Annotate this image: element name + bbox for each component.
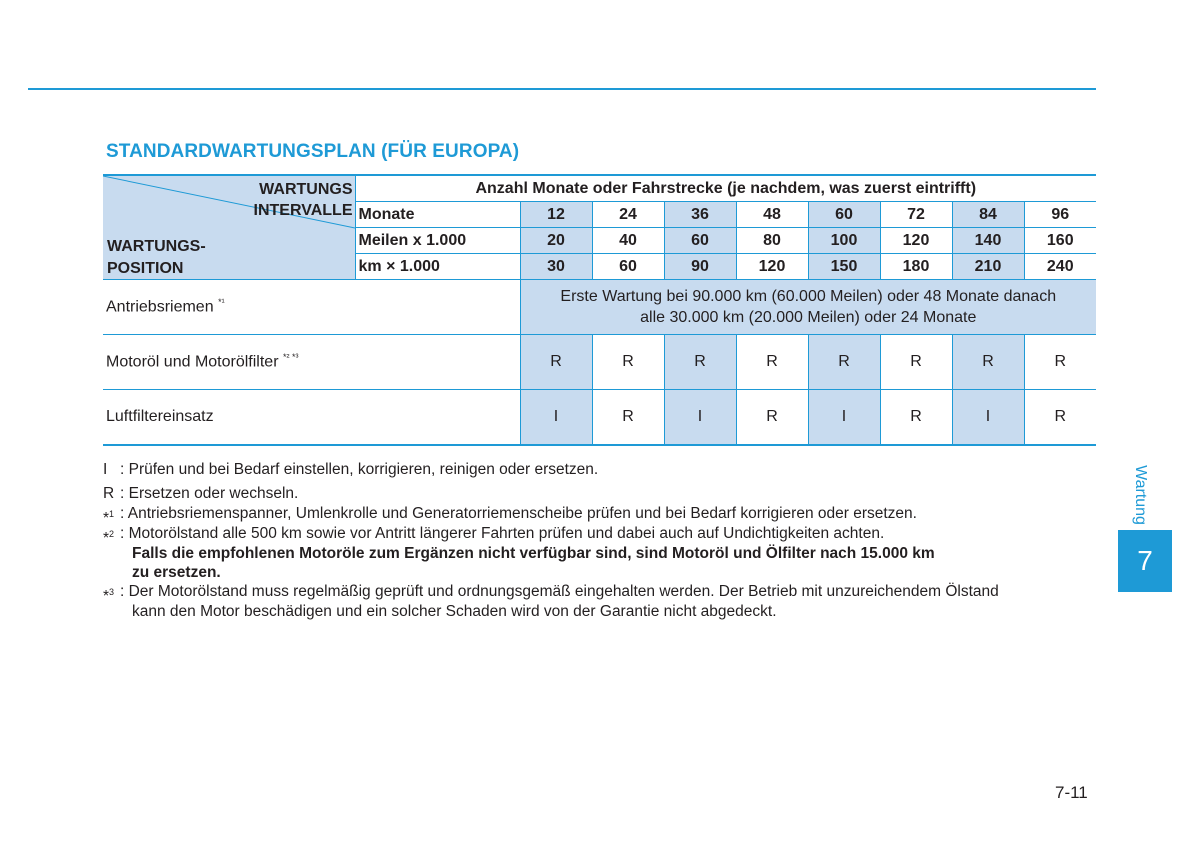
oil-cell: R xyxy=(592,335,664,390)
scale-label-miles: Meilen x 1.000 xyxy=(355,228,520,254)
oil-cell: R xyxy=(880,335,952,390)
km-cell: 240 xyxy=(1024,254,1096,280)
months-cell: 24 xyxy=(592,202,664,228)
miles-cell: 60 xyxy=(664,228,736,254)
oil-cell: R xyxy=(664,335,736,390)
km-cell: 210 xyxy=(952,254,1024,280)
item-drive-belt: Antriebsriemen $^{*^1}$ xyxy=(103,280,520,335)
months-cell: 60 xyxy=(808,202,880,228)
scale-label-months: Monate xyxy=(355,202,520,228)
air-filter-cell: R xyxy=(592,390,664,446)
miles-cell: 160 xyxy=(1024,228,1096,254)
item-air-filter: Luftfiltereinsatz xyxy=(103,390,520,446)
chapter-tab[interactable]: 7 xyxy=(1118,530,1172,592)
months-cell: 12 xyxy=(520,202,592,228)
oil-cell: R xyxy=(736,335,808,390)
km-cell: 120 xyxy=(736,254,808,280)
corner-intervals-label: WARTUNGS INTERVALLE xyxy=(253,181,353,219)
scale-label-km: km × 1.000 xyxy=(355,254,520,280)
months-cell: 96 xyxy=(1024,202,1096,228)
interval-header: Anzahl Monate oder Fahrstrecke (je nachdem, was zuerst eintrifft) xyxy=(355,175,1096,202)
km-cell: 180 xyxy=(880,254,952,280)
months-cell: 36 xyxy=(664,202,736,228)
months-cell: 48 xyxy=(736,202,808,228)
chapter-side-label: Wartung xyxy=(1132,465,1149,525)
miles-cell: 120 xyxy=(880,228,952,254)
air-filter-cell: R xyxy=(880,390,952,446)
note-footnote-3: *$^3$ : Der Motorölstand muss regelmäßig geprüft und ordnungsgemäß eingehalten werden. Der Betrieb mit unzureichendem Ölstand kann den Motor beschädigen und ein solcher Schaden wird von der Garantie nicht abgedeckt. xyxy=(103,583,999,620)
item-engine-oil: Motoröl und Motorölfilter $^{*^2 *^3}$ xyxy=(103,335,520,390)
air-filter-cell: I xyxy=(664,390,736,446)
months-cell: 72 xyxy=(880,202,952,228)
km-cell: 150 xyxy=(808,254,880,280)
top-rule xyxy=(28,88,1096,90)
table-corner-header xyxy=(103,175,355,280)
oil-cell: R xyxy=(952,335,1024,390)
footnotes xyxy=(103,460,1103,622)
oil-cell: R xyxy=(520,335,592,390)
miles-cell: 20 xyxy=(520,228,592,254)
maintenance-table xyxy=(103,174,1096,446)
miles-cell: 80 xyxy=(736,228,808,254)
km-cell: 30 xyxy=(520,254,592,280)
note-footnote-2: *$^2$ : Motorölstand alle 500 km sowie vor Antritt längerer Fahrten prüfen und dabei auch auf Undichtigkeiten achten. Falls die empfohlenen Motoröle zum Ergänzen nicht verfügbar sind, sind Motoröl und Ölfilter nach 15.000 km zu ersetzen. xyxy=(103,525,935,581)
oil-cell: R xyxy=(1024,335,1096,390)
months-cell: 84 xyxy=(952,202,1024,228)
km-cell: 60 xyxy=(592,254,664,280)
air-filter-cell: I xyxy=(520,390,592,446)
miles-cell: 100 xyxy=(808,228,880,254)
miles-cell: 140 xyxy=(952,228,1024,254)
oil-cell: R xyxy=(808,335,880,390)
section-title: STANDARDWARTUNGSPLAN (FÜR EUROPA) xyxy=(106,141,520,162)
miles-cell: 40 xyxy=(592,228,664,254)
air-filter-cell: I xyxy=(952,390,1024,446)
air-filter-cell: R xyxy=(1024,390,1096,446)
page-number: 7-11 xyxy=(1055,783,1088,802)
note-footnote-1: *$^1$ : Antriebsriemenspanner, Umlenkrolle und Generatorriemenscheibe prüfen und bei Bedarf korrigieren oder ersetzen. xyxy=(103,505,917,528)
air-filter-cell: R xyxy=(736,390,808,446)
note-replace: R : Ersetzen oder wechseln. xyxy=(103,485,299,502)
note-inspect: I : Prüfen und bei Bedarf einstellen, korrigieren, reinigen oder ersetzen. xyxy=(103,461,599,478)
air-filter-cell: I xyxy=(808,390,880,446)
drive-belt-schedule: Erste Wartung bei 90.000 km (60.000 Meilen) oder 48 Monate danach alle 30.000 km (20.000 Meilen) oder 24 Monate xyxy=(520,280,1096,335)
corner-position-label: WARTUNGS- POSITION xyxy=(107,238,206,277)
km-cell: 90 xyxy=(664,254,736,280)
